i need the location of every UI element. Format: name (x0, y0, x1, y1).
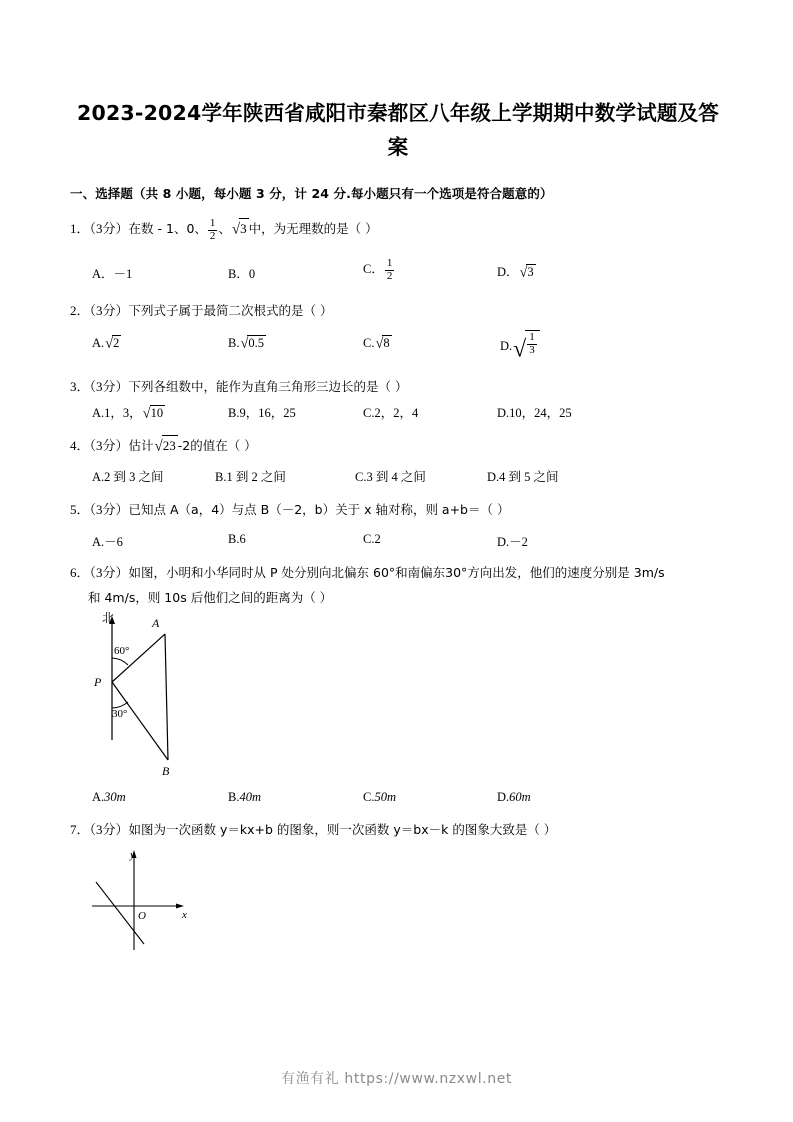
question-7-stem: 7．（3分）如图为一次函数 y＝kx+b 的图象，则一次函数 y＝bx－k 的图象大致是（ ） (70, 822, 557, 837)
q6-option-d[interactable]: D.60m (497, 790, 531, 804)
q1-text-pre: 在数 - 1、0、 (128, 221, 207, 236)
linear-function-graph-figure (86, 846, 266, 956)
q2-text: 下列式子属于最简二次根式的是（ ） (128, 303, 333, 318)
direction-triangle-figure (80, 612, 280, 792)
q1-frac: $\frac{1}{2}$ (209, 217, 216, 243)
q1-number: 1 (70, 221, 77, 236)
q3-option-b[interactable]: B.9，16，25 (228, 406, 296, 420)
q4-option-d[interactable]: D.4 到 5 之间 (487, 470, 559, 484)
q6-option-a[interactable]: A.30m (92, 790, 126, 804)
q1-score: （3分） (89, 221, 129, 236)
q3-option-c[interactable]: C.2，2，4 (363, 406, 419, 420)
q6-text-line1: 如图，小明和小华同时从 P 处分别向北偏东 60°和南偏东30°方向出发，他们的速度分别是 3m/s (128, 565, 665, 580)
q2-option-c[interactable]: C.√8 (363, 335, 390, 352)
q5-score: （3分） (89, 502, 129, 517)
q5-option-c[interactable]: C.2 (363, 532, 381, 546)
page-title: 2023-2024学年陕西省咸阳市秦都区八年级上学期期中数学试题及答案 (77, 101, 719, 159)
q2-option-d[interactable]: D.√ $\frac{1}{3}$ (500, 330, 540, 364)
q5-text: 已知点 A（a，4）与点 B（－2，b）关于 x 轴对称，则 a+b＝（ ） (128, 502, 510, 517)
q1-option-a[interactable]: A．－1 (92, 267, 133, 281)
q2-option-d-frac: $\frac{1}{3}$ (529, 331, 535, 356)
q4-option-c[interactable]: C.3 到 4 之间 (355, 470, 426, 484)
q2-option-a[interactable]: A.√2 (92, 335, 120, 352)
q3-option-d[interactable]: D.10，24，25 (497, 406, 572, 420)
q1-option-b[interactable]: B．0 (228, 267, 256, 281)
question-6-stem-line2 (88, 588, 332, 608)
q6-option-c[interactable]: C.50m (363, 790, 396, 804)
q5-option-d[interactable]: D.－2 (497, 535, 528, 549)
svg-text:y: y (130, 849, 135, 861)
q6-score: （3分） (89, 565, 129, 580)
question-5-options (0, 529, 793, 557)
q7-text: 如图为一次函数 y＝kx+b 的图象，则一次函数 y＝bx－k 的图象大致是（ ） (128, 822, 557, 837)
q2-option-b[interactable]: B.√0.5 (228, 335, 264, 352)
q4-option-b[interactable]: B.1 到 2 之间 (215, 470, 286, 484)
q1-radical: √3 (232, 218, 249, 240)
q1-option-d-radical: √3 (519, 264, 534, 281)
question-4-options (0, 464, 793, 492)
q1-option-c[interactable]: C． $\frac{1}{2}$ (363, 257, 393, 282)
q7-score: （3分） (89, 822, 129, 837)
q4-text-post: -2的值在（ ） (177, 438, 257, 453)
q6-option-b[interactable]: B.40m (228, 790, 261, 804)
q5-number: 5 (70, 502, 77, 517)
q4-text-pre: 估计 (128, 438, 154, 453)
q2-number: 2 (70, 303, 77, 318)
q3-option-a-radical: √10 (142, 405, 164, 422)
question-3-options (0, 400, 793, 428)
q4-number: 4 (70, 438, 77, 453)
question-2-options (0, 330, 793, 368)
q3-option-a[interactable]: A.1，3，√10 (92, 405, 164, 422)
svg-text:30°: 30° (112, 708, 128, 720)
question-6-options (0, 788, 793, 812)
question-1-stem: 1．（3分）在数 - 1、0、 $\frac{1}{2}$ 、√3 中，为无理数的是（ ） (70, 217, 378, 243)
q1-text-mid: 、 (218, 221, 231, 236)
q4-score: （3分） (89, 438, 129, 453)
svg-text:A: A (152, 616, 160, 630)
q5-option-b[interactable]: B.6 (228, 532, 246, 546)
svg-text:x: x (182, 909, 187, 921)
q1-option-d[interactable]: D．√3 (497, 264, 534, 281)
section-heading: 一、选择题（共 8 小题，每小题 3 分，计 24 分.每小题只有一个选项是符合题意的） (70, 186, 553, 201)
q1-option-c-frac: $\frac{1}{2}$ (386, 257, 393, 282)
q6-number: 6 (70, 565, 77, 580)
question-4-stem: 4．（3分）估计√23 -2的值在（ ） (70, 435, 257, 457)
svg-text:北: 北 (102, 612, 115, 625)
question-5-stem: 5．（3分）已知点 A（a，4）与点 B（－2，b）关于 x 轴对称，则 a+b＝（ ） (70, 502, 510, 517)
q5-option-a[interactable]: A.－6 (92, 535, 123, 549)
q2-option-c-radical: √8 (375, 335, 390, 352)
question-3-stem: 3．（3分）下列各组数中，能作为直角三角形三边长的是（ ） (70, 379, 408, 394)
q3-number: 3 (70, 379, 77, 394)
q7-number: 7 (70, 822, 77, 837)
q2-option-a-radical: √2 (105, 335, 120, 352)
q6-text-line2: 和 4m/s，则 10s 后他们之间的距离为（ ） (88, 590, 333, 605)
svg-text:B: B (162, 764, 170, 778)
svg-text:O: O (138, 910, 146, 922)
q3-score: （3分） (89, 379, 129, 394)
q3-text: 下列各组数中，能作为直角三角形三边长的是（ ） (128, 379, 408, 394)
question-6-stem-line1: 6．（3分）如图，小明和小华同时从 P 处分别向北偏东 60°和南偏东30°方向出发，他们的速度分别是 3m/s (70, 565, 665, 580)
q2-option-b-radical: √0.5 (240, 335, 264, 352)
q2-score: （3分） (89, 303, 129, 318)
q4-option-a[interactable]: A.2 到 3 之间 (92, 470, 164, 484)
q4-radical: √23 (155, 435, 178, 457)
q1-text-post: 中，为无理数的是（ ） (248, 221, 378, 236)
q2-option-d-radical: √ $\frac{1}{3}$ (513, 330, 540, 364)
svg-text:60°: 60° (114, 645, 130, 657)
watermark: 有渔有礼 https://www.nzxwl.net (280, 1071, 513, 1087)
svg-text:P: P (94, 675, 102, 689)
question-2-stem: 2．（3分）下列式子属于最简二次根式的是（ ） (70, 303, 333, 318)
question-1-options (0, 258, 793, 290)
